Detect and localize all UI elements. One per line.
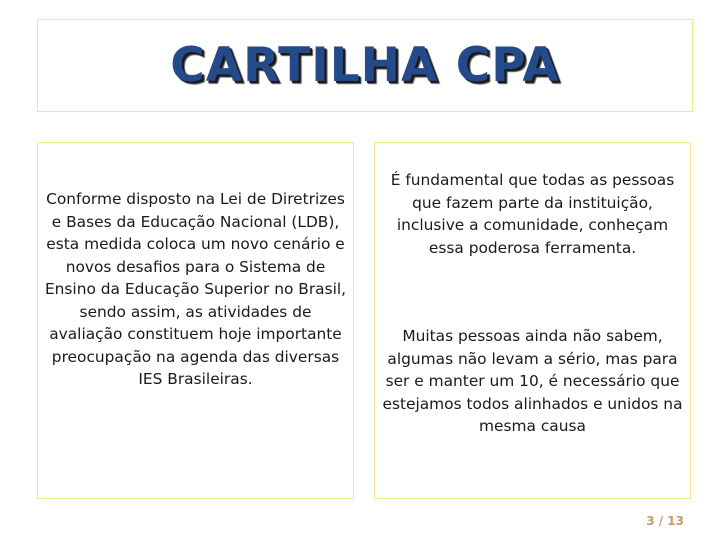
right-paragraph-2: Muitas pessoas ainda não sabem, algumas não levam a sério, mas para ser e manter um 10, é necessário que estejamos todos alinhados e unidos na mesma causa (382, 327, 683, 435)
title-box (37, 19, 693, 112)
right-paragraph-1: É fundamental que todas as pessoas que fazem parte da instituição, inclusive a comunidade, conheçam essa poderosa ferramenta. (390, 171, 675, 257)
left-text-box (37, 142, 354, 499)
right-text-box (374, 142, 691, 499)
left-paragraph: Conforme disposto na Lei de Diretrizes e Bases da Educação Nacional (LDB), esta medida coloca um novo cenário e novos desafios para o Sistema de Ensino da Educação Superior no Brasil, sendo assim, as atividades de avaliação constituem hoje importante preocupação na agenda das diversas IES Brasileiras. (44, 190, 347, 388)
page-number: 3 / 13 (646, 514, 684, 528)
slide-title: CARTILHA CPA (170, 38, 560, 93)
